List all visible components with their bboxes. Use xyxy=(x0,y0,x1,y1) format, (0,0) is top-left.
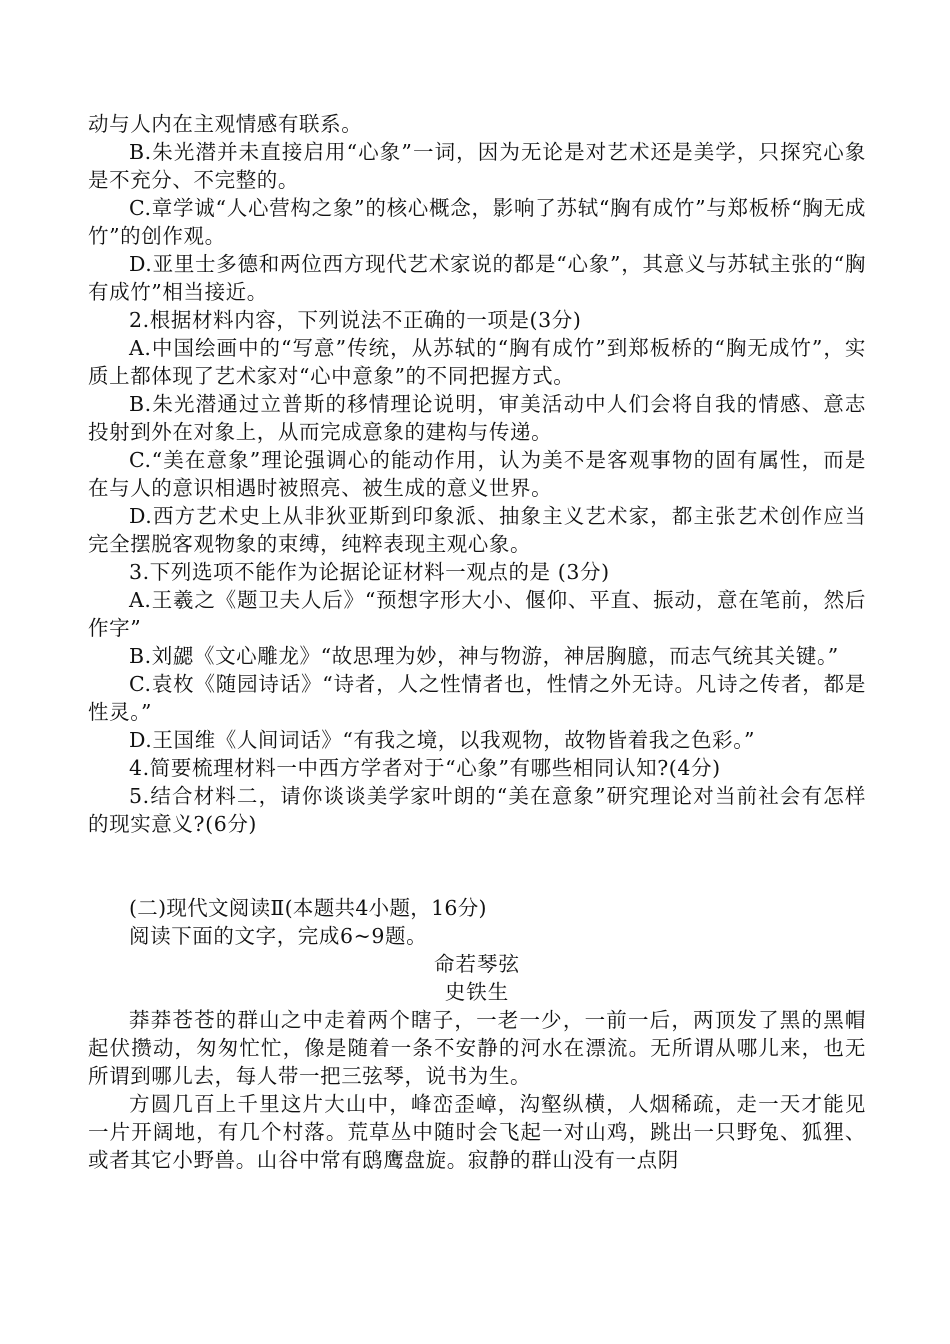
q1-option-c: C.章学诚“人心营构之象”的核心概念，影响了苏轼“胸有成竹”与郑板桥“胸无成竹”的创作观。 xyxy=(88,196,866,248)
section-gap xyxy=(88,838,866,894)
q3-option-b: B.刘勰《文心雕龙》“故思理为妙，神与物游，神居胸臆，而志气统其关键。” xyxy=(129,644,839,668)
q2-option-c: C.“美在意象”理论强调心的能动作用，认为美不是客观事物的固有属性，而是在与人的意识相遇时被照亮、被生成的意义世界。 xyxy=(88,448,866,500)
q4-question: 4.简要梳理材料一中西方学者对于“心象”有哪些相同认知?(4分) xyxy=(129,756,721,780)
q3-option-d: D.王国维《人间词话》“有我之境，以我观物，故物皆着我之色彩。” xyxy=(129,728,756,752)
page-content xyxy=(88,110,866,1174)
q5-question: 5.结合材料二，请你谈谈美学家叶朗的“美在意象”研究理论对当前社会有怎样的现实意义?(6分) xyxy=(88,784,866,836)
reading-instruction: 阅读下面的文字，完成6~9题。 xyxy=(129,924,428,948)
q2-stem: 2.根据材料内容，下列说法不正确的一项是(3分) xyxy=(129,308,582,332)
q2-option-a: A.中国绘画中的“写意”传统，从苏轼的“胸有成竹”到郑板桥的“胸无成竹”，实质上都体现了艺术家对“心中意象”的不同把握方式。 xyxy=(88,336,866,388)
q1-option-b: B.朱光潜并未直接启用“心象”一词，因为无论是对艺术还是美学，只探究心象是不充分、不完整的。 xyxy=(88,140,866,192)
article-author: 史铁生 xyxy=(444,980,510,1004)
q1-option-d: D.亚里士多德和两位西方现代艺术家说的都是“心象”，其意义与苏轼主张的“胸有成竹”相当接近。 xyxy=(88,252,866,304)
q3-stem: 3.下列选项不能作为论据论证材料一观点的是 (3分) xyxy=(129,560,610,584)
section-heading: (二)现代文阅读Ⅱ(本题共4小题，16分) xyxy=(129,896,487,920)
q2-option-d: D.西方艺术史上从非狄亚斯到印象派、抽象主义艺术家，都主张艺术创作应当完全摆脱客观物象的束缚，纯粹表现主观心象。 xyxy=(88,504,866,556)
article-paragraph-2: 方圆几百上千里这片大山中，峰峦歪嶂，沟壑纵横，人烟稀疏，走一天才能见一片开阔地，有几个村落。荒草丛中随时会飞起一对山鸡，跳出一只野兔、狐狸、或者其它小野兽。山谷中常有鸱鹰盘旋。寂静的群山没有一点阴 xyxy=(88,1092,866,1172)
article-title: 命若琴弦 xyxy=(434,952,520,976)
q1-option-a-tail: 动与人内在主观情感有联系。 xyxy=(88,112,363,136)
q2-option-b: B.朱光潜通过立普斯的移情理论说明，审美活动中人们会将自我的情感、意志投射到外在对象上，从而完成意象的建构与传递。 xyxy=(88,392,866,444)
q3-option-c: C.袁枚《随园诗话》“诗者，人之性情者也，性情之外无诗。凡诗之传者，都是性灵。” xyxy=(88,672,866,724)
q3-option-a: A.王羲之《题卫夫人后》“预想字形大小、偃仰、平直、振动，意在笔前，然后作字” xyxy=(88,588,866,640)
article-paragraph-1: 莽莽苍苍的群山之中走着两个瞎子，一老一少，一前一后，两顶发了黑的黑帽起伏攒动，匆匆忙忙，像是随着一条不安静的河水在漂流。无所谓从哪儿来，也无所谓到哪儿去，每人带一把三弦琴，说书为生。 xyxy=(88,1008,866,1088)
